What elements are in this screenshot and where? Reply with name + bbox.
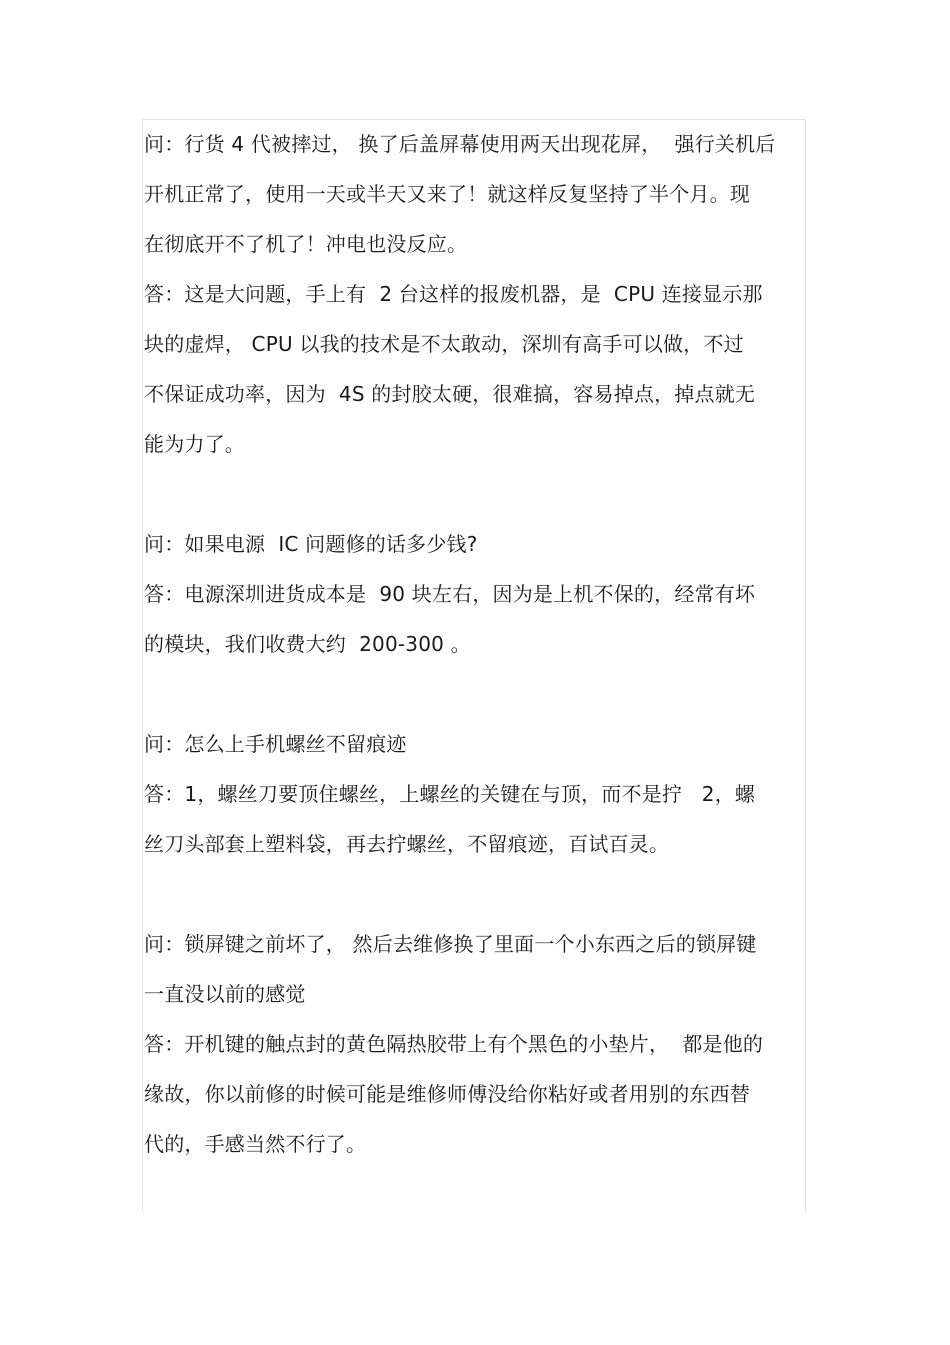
text-line: 问：如果电源 IC 问题修的话多少钱?	[144, 532, 478, 556]
text-line: 在彻底开不了机了！冲电也没反应。	[144, 232, 468, 256]
text-line: 块的虚焊， CPU 以我的技术是不太敢动，深圳有高手可以做，不过	[144, 332, 744, 356]
text-line: 能为力了。	[144, 432, 245, 456]
text-line: 一直没以前的感觉	[144, 982, 306, 1006]
text-line: 答：开机键的触点封的黄色隔热胶带上有个黑色的小垫片， 都是他的	[144, 1032, 764, 1056]
text-line: 答：这是大问题，手上有 2 台这样的报废机器，是 CPU 连接显示那	[144, 282, 763, 306]
text-line: 缘故，你以前修的时候可能是维修师傅没给你粘好或者用别的东西替	[144, 1082, 750, 1106]
text-line: 问：怎么上手机螺丝不留痕迹	[144, 732, 407, 756]
text-line: 代的，手感当然不行了。	[144, 1132, 367, 1156]
text-line: 答：电源深圳进货成本是 90 块左右，因为是上机不保的，经常有坏	[144, 582, 756, 606]
text-line: 问：行货 4 代被摔过， 换了后盖屏幕使用两天出现花屏， 强行关机后	[144, 132, 776, 156]
text-line: 的模块，我们收费大约 200-300 。	[144, 632, 471, 656]
text-line: 丝刀头部套上塑料袋，再去拧螺丝，不留痕迹，百试百灵。	[144, 832, 670, 856]
text-line: 开机正常了，使用一天或半天又来了！就这样反复坚持了半个月。现	[144, 182, 750, 206]
text-line: 不保证成功率，因为 4S 的封胶太硬，很难搞，容易掉点，掉点就无	[144, 382, 756, 406]
text-line: 问：锁屏键之前坏了， 然后去维修换了里面一个小东西之后的锁屏键	[144, 932, 757, 956]
text-line: 答：1，螺丝刀要顶住螺丝，上螺丝的关键在与顶，而不是拧 2，螺	[144, 782, 756, 806]
